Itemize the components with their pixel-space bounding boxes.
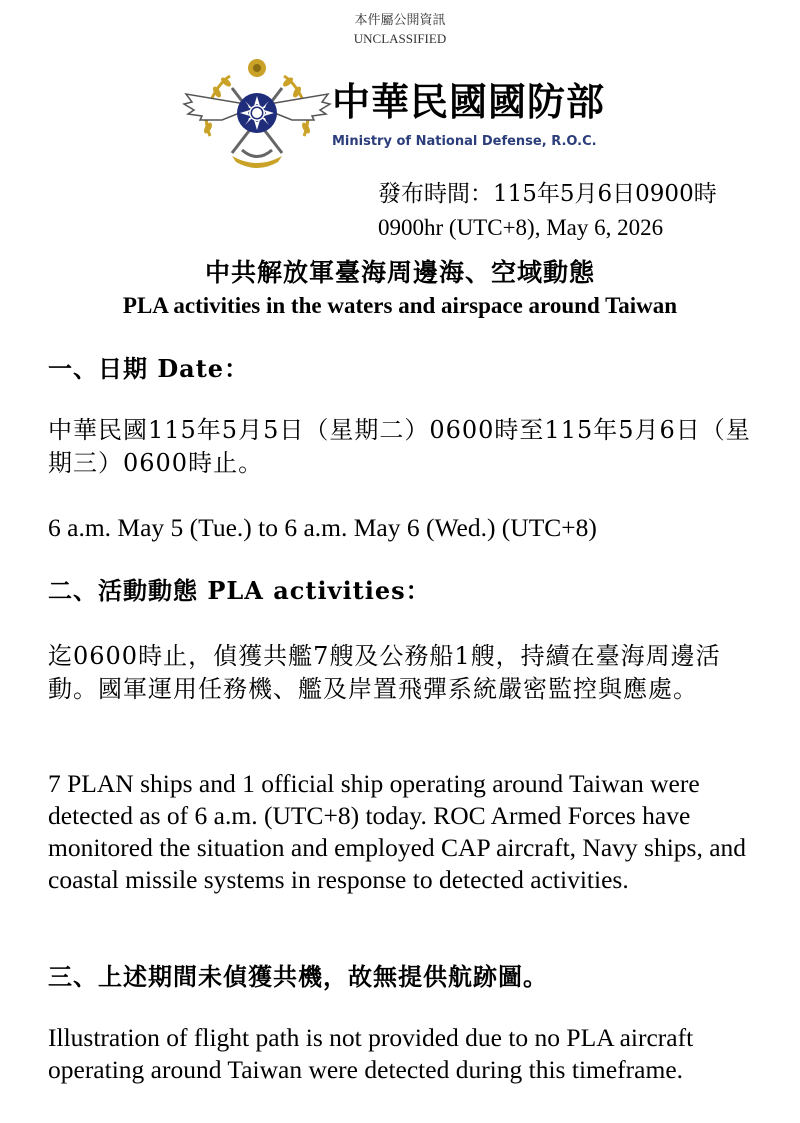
section-date-heading <box>48 352 758 386</box>
section-activities-zh <box>48 640 758 706</box>
document-title <box>0 256 800 322</box>
ministry-name-en: Ministry of National Defense, R.O.C. <box>332 134 597 149</box>
section-flightpath-heading <box>48 960 758 994</box>
paragraph-zh: 迄0600時止，偵獲共艦7艘及公務船1艘，持續在臺海周邊活動。國軍運用任務機、艦及岸置飛彈系統嚴密監控與應處。 <box>48 642 721 703</box>
classification-zh: 本件屬公開資訊 <box>354 12 446 27</box>
section-activities-heading <box>48 574 758 608</box>
section-heading: 二、活動動態 PLA activities： <box>48 576 431 605</box>
document-title-en: PLA activities in the waters and airspace around Taiwan <box>122 293 678 318</box>
paragraph-zh: 中華民國115年5月5日（星期二）0600時至115年5月6日（星期三）0600時止。 <box>48 416 751 477</box>
release-time <box>378 178 717 244</box>
ministry-header <box>182 58 642 178</box>
ministry-emblem-icon <box>182 58 332 173</box>
document-title-zh: 中共解放軍臺海周邊海、空域動態 <box>204 258 595 287</box>
paragraph-en: Illustration of flight path is not provided due to no PLA aircraft operating around Taiwan were detected during this timeframe. <box>48 1023 694 1084</box>
classification-en: UNCLASSIFIED <box>353 31 447 46</box>
section-date-zh <box>48 414 758 480</box>
section-date-en <box>48 512 758 544</box>
release-time-en: 0900hr (UTC+8), May 6, 2026 <box>378 215 664 240</box>
classification-marking <box>0 10 800 48</box>
ministry-name-zh: 中華民國國防部 <box>332 80 606 124</box>
release-time-zh: 發布時間：115年5月6日0900時 <box>378 181 717 207</box>
paragraph-en: 7 PLAN ships and 1 official ship operating around Taiwan were detected as of 6 a.m. (UTC+8) today. ROC Armed Forces have monitored the situation and employed CAP aircraft, Navy ships, and coastal missile systems in response to detected activities. <box>48 769 747 894</box>
section-heading: 一、日期 Date： <box>48 354 250 383</box>
section-activities-en <box>48 768 758 896</box>
section-heading: 三、上述期間未偵獲共機，故無提供航跡圖。 <box>48 962 548 991</box>
section-flightpath-en <box>48 1022 758 1086</box>
paragraph-en: 6 a.m. May 5 (Tue.) to 6 a.m. May 6 (Wed.) (UTC+8) <box>48 513 597 542</box>
